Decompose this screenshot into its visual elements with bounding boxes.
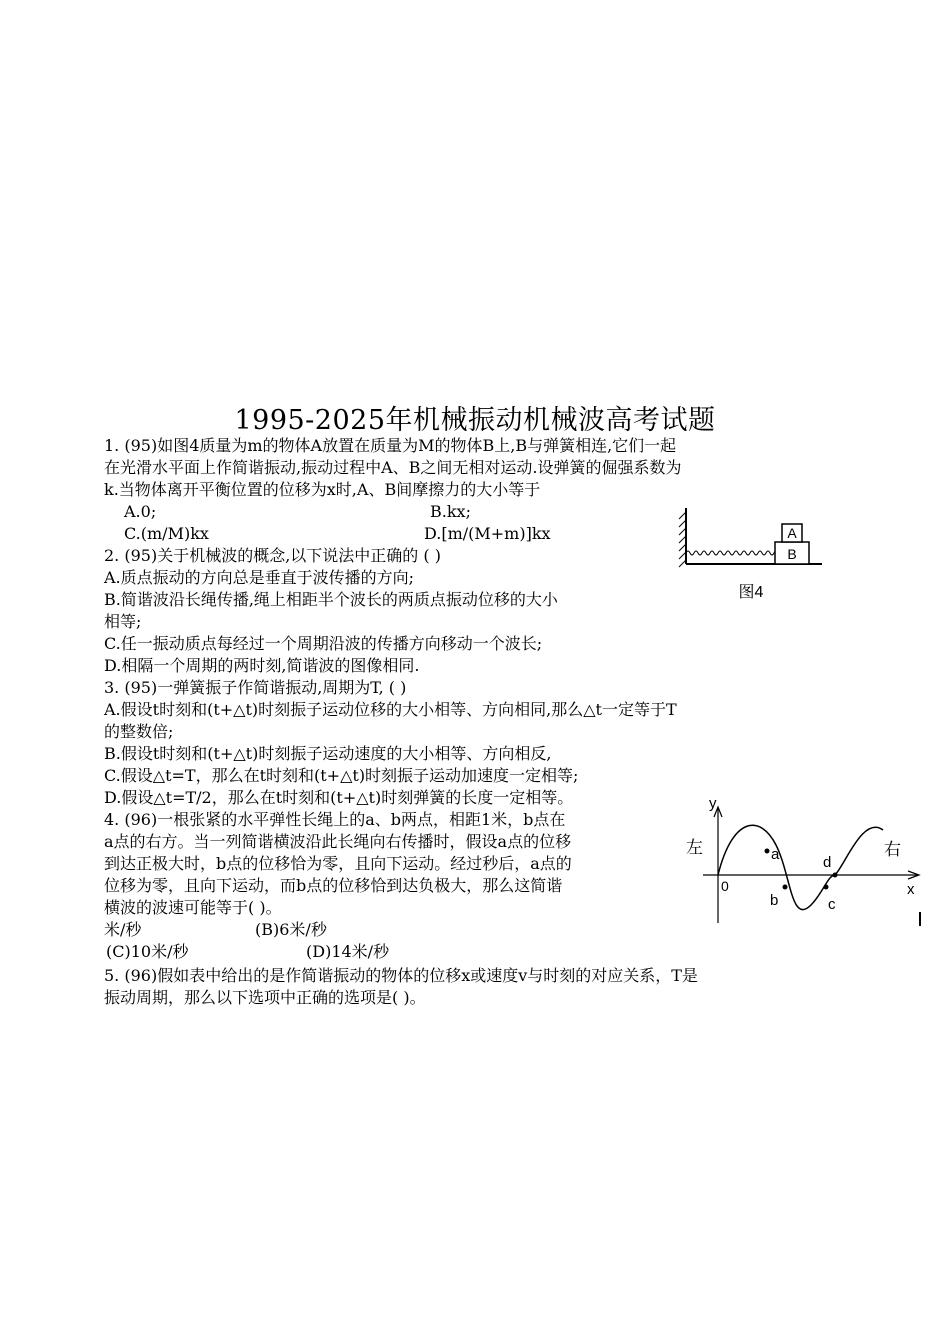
q1-option-d: D.[m/(M+m)]kx — [424, 524, 551, 543]
point-c — [824, 885, 829, 890]
wave-curve — [718, 825, 883, 909]
q5-line-2: 振动周期，那么以下选项中正确的选项是( )。 — [104, 988, 426, 1007]
q3-line-1: 3. (95)一弹簧振子作简谐振动,周期为T, ( ) — [104, 678, 407, 697]
q2-option-b-cont: 相等; — [104, 612, 142, 631]
q3-option-b: B.假设t时刻和(t+△t)时刻振子运动速度的大小相等、方向相反, — [104, 744, 552, 763]
q3-option-d: D.假设△t=T/2，那么在t时刻和(t+△t)时刻弹簧的长度一定相等。 — [104, 788, 574, 807]
point-d-label: d — [823, 854, 832, 871]
q1-line-3: k.当物体离开平衡位置的位移为x时,A、B间摩擦力的大小等于 — [104, 480, 541, 499]
q4-option-d: (D)14米/秒 — [306, 942, 390, 961]
origin-label: 0 — [721, 878, 729, 894]
point-b — [783, 885, 788, 890]
q1-option-c: C.(m/M)kx — [124, 524, 209, 543]
y-axis-label: y — [709, 795, 717, 812]
q2-option-c: C.任一振动质点每经过一个周期沿波的传播方向移动一个波长; — [104, 634, 543, 653]
q4-line-5: 横波的波速可能等于( )。 — [104, 898, 282, 917]
point-a — [765, 849, 770, 854]
point-a-label: a — [771, 846, 780, 863]
q4-option-a: 米/秒 — [104, 920, 142, 939]
q1-line-1: 1. (95)如图4质量为m的物体A放置在质量为M的物体B上,B与弹簧相连,它们一起 — [104, 436, 677, 455]
q1-option-b: B.kx; — [430, 502, 471, 521]
q5-line-1: 5. (96)假如表中给出的是作简谐振动的物体的位移x或速度v与时刻的对应关系，T是 — [104, 966, 698, 985]
q4-line-2: a点的右方。当一列简谐横波沿此长绳向右传播时，假设a点的位移 — [104, 832, 572, 851]
wave-figure — [683, 795, 928, 930]
page-title: 1995-2025年机械振动机械波高考试题 — [234, 405, 716, 436]
figure-4-caption: 图4 — [738, 584, 764, 601]
figure-4 — [676, 500, 826, 605]
point-b-label: b — [770, 892, 779, 909]
q1-option-a: A.0; — [124, 502, 157, 521]
left-label: 左 — [686, 838, 703, 858]
q4-option-c: (C)10米/秒 — [106, 942, 189, 961]
q2-option-a: A.质点振动的方向总是垂直于波传播的方向; — [104, 568, 415, 587]
q3-option-a-cont: 的整数倍; — [104, 722, 174, 741]
point-d — [833, 873, 838, 878]
q1-line-2: 在光滑水平面上作简谐振动,振动过程中A、B之间无相对运动.设弹簧的倔强系数为 — [104, 458, 682, 477]
q3-option-a: A.假设t时刻和(t+△t)时刻振子运动位移的大小相等、方向相同,那么△t一定等于T — [104, 700, 677, 719]
q4-line-4: 位移为零，且向下运动，而b点的位移恰到达负极大，那么这简谐 — [104, 876, 563, 895]
q4-line-3: 到达正极大时，b点的位移恰为零，且向下运动。经过秒后，a点的 — [104, 854, 572, 873]
right-label: 右 — [884, 840, 901, 860]
q2-line-1: 2. (95)关于机械波的概念,以下说法中正确的 ( ) — [104, 546, 441, 565]
q2-option-d: D.相隔一个周期的两时刻,简谐波的图像相同. — [104, 656, 420, 675]
q4-option-b: (B)6米/秒 — [255, 920, 327, 939]
q3-option-c: C.假设△t=T，那么在t时刻和(t+△t)时刻振子运动加速度一定相等; — [104, 766, 579, 785]
q4-line-1: 4. (96)一根张紧的水平弹性长绳上的a、b两点，相距1米，b点在 — [104, 810, 566, 829]
q2-option-b: B.简谐波沿长绳传播,绳上相距半个波长的两质点振动位移的大小 — [104, 590, 558, 609]
block-a-label: A — [787, 525, 797, 541]
x-axis-label: x — [907, 881, 915, 898]
point-c-label: c — [828, 896, 836, 913]
block-b-label: B — [787, 546, 797, 562]
